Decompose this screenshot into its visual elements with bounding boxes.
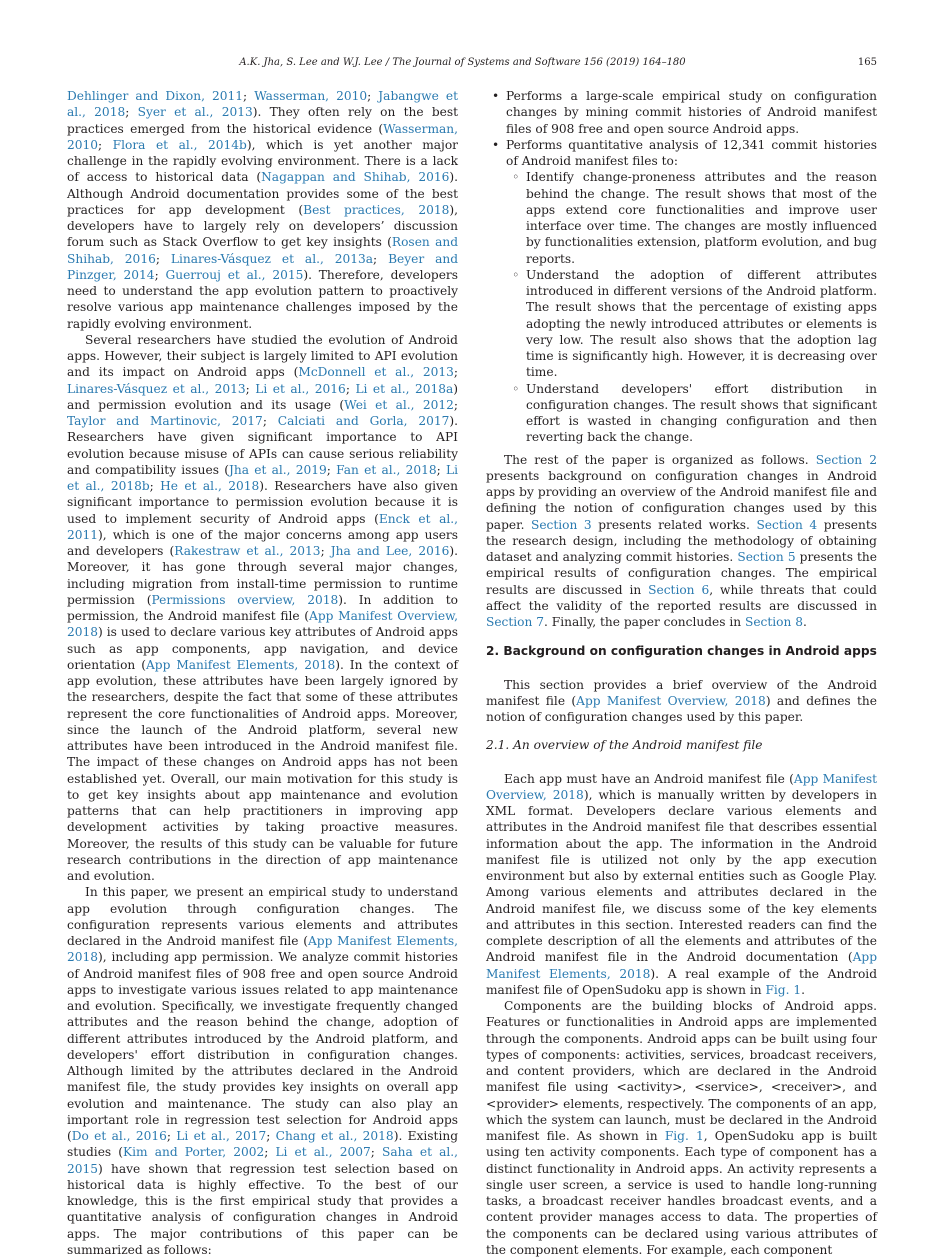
citation-link[interactable]: Guerrouj et al., 2015	[165, 267, 304, 282]
citation-link[interactable]: Syer et al., 2013	[137, 105, 253, 120]
citation-link[interactable]: Rosen and Shihab, 2016	[67, 235, 458, 266]
text-run: presents the research design, including the methodology of obtaining dataset and analyzing commit histories.	[486, 517, 878, 564]
text-run: Components are the building blocks of Android apps. Features or functionalities in Android apps are implemented through the components. Android apps can be built using four types of components: activities, services, broadcast receivers, and content providers, which are declared in the Android manifest file using <activity>, <service>, <receiver>, and <provider> elements, respectively. The components of an app, which the system can launch, must be declared in the Android manifest file. As shown in	[486, 999, 877, 1143]
citation-link[interactable]: Wasserman, 2010	[254, 89, 368, 103]
paragraph	[67, 332, 458, 885]
text-run: ;	[245, 381, 256, 396]
text-run: ), which is yet another major challenge in the rapidly evolving environment. There is a lack of access to historical data (	[67, 137, 458, 185]
citation-link[interactable]: Wasserman, 2010	[67, 121, 458, 152]
list-item: • Performs a large-scale empirical study on configuration changes by mining commit histories of Android manifest files of 908 free and open source Android apps.	[506, 88, 877, 137]
right-column	[486, 88, 877, 1258]
text-run: Each app must have an Android manifest file (	[504, 771, 794, 786]
text-run: ;	[125, 105, 138, 120]
text-run: ), which is one of the major concerns among app users and developers (	[67, 527, 458, 558]
subsection-heading: 2.1. An overview of the Android manifest file	[486, 738, 763, 753]
citation-link[interactable]: Saha et al., 2015	[67, 1145, 458, 1176]
citation-link[interactable]: Dehlinger and Dixon, 2011	[67, 89, 244, 103]
text-run: This section provides a brief overview of the Android manifest file (	[486, 677, 877, 708]
text-run: ;	[149, 479, 161, 493]
text-run: ;	[453, 365, 459, 380]
list-item	[506, 137, 877, 446]
sub-list-item: ◦ Understand the adoption of different attributes introduced in different versions of the Android platform. The result shows that the percentage of existing apps adopting the newly introduced attributes or elements is very low. The result also shows that the adoption lag time is significantly high. However, it is decreasing over time.	[526, 267, 877, 381]
text-run: ). Existing studies (	[67, 1129, 459, 1160]
citation-link[interactable]: Li et al., 2007	[275, 1145, 371, 1160]
citation-link[interactable]: Wei et al., 2012	[344, 397, 454, 412]
citation-link[interactable]: He et al., 2018	[160, 479, 260, 493]
citation-link[interactable]: Enck et al., 2011	[67, 511, 458, 542]
sub-list-item: ◦ Understand developers' effort distribution in configuration changes. The result shows that significant effort is wasted in changing configuration and then reverting back the change.	[526, 381, 877, 446]
paragraph	[486, 452, 877, 631]
citation-link[interactable]: Section 2	[815, 452, 878, 467]
text-run: ). Researchers have also given significant importance to permission evolution because it is used to implement security of Android apps (	[67, 479, 458, 526]
citation-link[interactable]: Section 6	[648, 582, 710, 597]
text-run: ), including app permission. We analyze commit histories of Android manifest files of 908 free and open source Android apps to investigate various issues related to app maintenance and evolution. Specifically, we investigate frequently changed attributes and the reason behind the change, adoption of different attributes introduced by the Android platform, and developers' effort distribution in configuration changes. Although limited by the attributes declared in the Android manifest file, the study provides key insights on overall app evolution and maintenance. The study can also play an important role in regression test selection for Android apps (	[67, 950, 458, 1143]
citation-link[interactable]: Calciati and Gorla, 2017	[277, 414, 450, 428]
text-run: ;	[154, 267, 166, 282]
text-run: .	[803, 615, 807, 629]
running-header	[0, 57, 925, 71]
text-run: ;	[166, 1129, 177, 1143]
citation-link[interactable]: Linares-Vásquez et al., 2013	[67, 381, 246, 396]
text-run: ). Researchers have given significant importance to API evolution because misuse of APIs can cause serious reliability and compatibility issues (	[67, 414, 458, 477]
citation-link[interactable]: Jha and Lee, 2016	[330, 544, 450, 558]
text-run: ). Moreover, it has gone through several major changes, including migration from install-time permission to runtime permission (	[67, 544, 458, 607]
text-run: , OpenSudoku app is built using ten activity components. Each type of component has a distinct functionality in Android apps. An activity represents a single user screen, a service is used to handle long-running tasks, a broadcast receiver handles broadcast events, and a content provider manages access to data. The properties of the components can be declared using various attributes of the component elements. For example, each component	[486, 1129, 877, 1257]
citation-link[interactable]: Rakestraw et al., 2013	[174, 544, 321, 558]
citation-link[interactable]: Permissions overview, 2018	[151, 592, 339, 607]
text-run: ;	[155, 251, 171, 266]
citation-link[interactable]: App Manifest Overview, 2018	[576, 693, 766, 708]
text-run: ;	[266, 1129, 276, 1143]
text-run: ) have shown that regression test selection based on historical data is highly effective. To the best of our knowledge, this is the first empirical study that provides a quantitative analysis of configuration changes in Android apps. The major contributions of this paper can be summarized as follows:	[67, 1161, 458, 1257]
citation-link[interactable]: App Manifest Overview, 2018	[486, 771, 877, 802]
text-run: In this paper, we present an empirical study to understand app evolution through configuration changes. The configuration represents various elements and attributes declared in the Android manifest file (	[67, 885, 458, 948]
sub-list	[506, 169, 877, 445]
text-run: ). In addition to permission, the Android manifest file (	[67, 592, 458, 623]
journal-citation: A.K. Jha, S. Lee and W.J. Lee / The Journal of Systems and Software 156 (2019) 164–180	[239, 57, 686, 68]
text-run: presents related works.	[591, 517, 757, 532]
citation-link[interactable]: App Manifest Elements, 2018	[145, 657, 336, 672]
paragraph	[67, 884, 458, 1258]
page-number: 165	[857, 57, 877, 68]
text-run: ;	[370, 1145, 383, 1160]
citation-link[interactable]: Fan et al., 2018	[336, 462, 437, 477]
citation-link[interactable]: Jabangwe et al., 2018	[67, 89, 458, 120]
citation-link[interactable]: Chang et al., 2018	[275, 1129, 394, 1143]
citation-link[interactable]: Kim and Porter, 2002	[123, 1145, 265, 1160]
text-run: ). They often rely on the best practices emerged from the historical evidence (	[67, 105, 458, 136]
citation-link[interactable]: Flora et al., 2014b	[112, 137, 247, 152]
citation-link[interactable]: App Manifest Elements, 2018	[67, 934, 458, 965]
paragraph	[486, 998, 877, 1258]
text-run: ;	[453, 397, 458, 412]
text-run: presents background on configuration changes in Android apps by providing an overview of the Android manifest file and defining the notion of configuration changes used by this paper.	[486, 468, 877, 532]
text-run: ). A real example of the Android manifest file of OpenSudoku app is shown in	[486, 966, 877, 997]
paragraph	[486, 677, 877, 726]
text-run: ;	[367, 89, 379, 103]
paragraph	[486, 771, 877, 999]
contributions-list	[486, 88, 877, 446]
citation-link[interactable]: Li et al., 2018b	[67, 462, 459, 493]
text-run: ). Therefore, developers need to understand the app evolution pattern to proactively resolve various app maintenance challenges imposed by the rapidly evolving environment.	[67, 267, 459, 331]
sub-list-item: ◦ Identify change-proneness attributes and the reason behind the change. The result shows that most of the apps extend core functionalities and improve user interface over time. The changes are mostly influenced by functionalities extension, platform evolution, and bug reports.	[526, 169, 877, 267]
citation-link[interactable]: Beyer and Pinzger, 2014	[67, 251, 459, 282]
citation-link[interactable]: McDonnell et al., 2013	[298, 365, 454, 380]
citation-link[interactable]: Li et al., 2017	[176, 1129, 267, 1143]
citation-link[interactable]: Do et al., 2016	[71, 1129, 167, 1143]
text-run: ;	[98, 137, 113, 152]
left-column	[67, 88, 458, 1258]
citation-link[interactable]: Section 5	[737, 550, 796, 564]
text-run: ;	[326, 462, 337, 477]
citation-link[interactable]: Li et al., 2016	[255, 381, 346, 396]
citation-link[interactable]: Section 3	[531, 517, 592, 532]
text-run: ), developers have to largely rely on developers’ discussion forum such as Stack Overflow to get key insights (	[67, 202, 458, 250]
text-run: ) is used to declare various key attributes of Android apps such as app components, app navigation, and device orientation (	[67, 625, 458, 672]
text-run: ;	[243, 89, 255, 103]
text-run: ), which is manually written by developers in XML format. Developers declare various elements and attributes in the Android manifest file that describes essential information about the app. The information in the Android manifest file is utilized not only by the app execution environment but also by external entities such as Google Play. Among various elements and attributes declared in the Android manifest file, we discuss some of the key elements and attributes in this section. Interested readers can find the complete description of all the elements and attributes of the Android manifest file in the Android documentation (	[486, 787, 877, 965]
text-run: ;	[320, 544, 331, 558]
citation-link[interactable]: Taylor and Martinovic, 2017	[67, 414, 263, 428]
text-run: ) and defines the notion of configuration changes used by this paper.	[486, 693, 877, 724]
text-run: , while threats that could affect the validity of the reported results are discussed in	[486, 582, 877, 613]
paragraph	[67, 88, 458, 332]
citation-link[interactable]: Section 7	[486, 615, 544, 629]
citation-link[interactable]: Fig. 1	[664, 1129, 704, 1143]
list-item-text: Performs quantitative analysis of 12,341 commit histories of Android manifest files to:	[506, 137, 877, 168]
citation-link[interactable]: Fig. 1	[765, 982, 802, 997]
text-run: ). In the context of app evolution, these attributes have been largely ignored by the researchers, despite the fact that some of these attributes represent the core functionalities of Android apps. Moreover, since the launch of the Android platform, several new attributes have been introduced in the Android manifest file. The impact of these changes on Android apps has not been established yet. Overall, our main motivation for this study is to get key insights about app maintenance and evolution patterns that can help practitioners in improving app development activities by taking proactive measures. Moreover, the results of this study can be valuable for future research contributions in the direction of app maintenance and evolution.	[67, 657, 458, 883]
citation-link[interactable]: Best practices, 2018	[303, 202, 450, 217]
text-run: ;	[436, 462, 447, 477]
text-run: ;	[264, 1145, 276, 1160]
text-run: ;	[373, 251, 389, 266]
text-run: presents the empirical results of configuration changes. The empirical results are discussed in	[486, 550, 877, 597]
section-heading: 2. Background on configuration changes in Android apps	[486, 644, 877, 659]
citation-link[interactable]: Li et al., 2018a	[355, 381, 454, 396]
citation-link[interactable]: Jha et al., 2019	[229, 462, 327, 477]
citation-link[interactable]: App Manifest Overview, 2018	[67, 609, 458, 640]
text-run: ;	[262, 414, 278, 428]
citation-link[interactable]: Section 8	[745, 615, 803, 629]
citation-link[interactable]: Section 4	[756, 517, 818, 532]
text-run: ) and permission evolution and its usage (	[67, 381, 459, 412]
text-run: ;	[345, 381, 356, 396]
citation-link[interactable]: Nagappan and Shihab, 2016	[261, 170, 450, 185]
text-run: The rest of the paper is organized as follows.	[504, 452, 816, 467]
text-run: Several researchers have studied the evolution of Android apps. However, their subject is largely limited to API evolution and its impact on Android apps (	[67, 332, 458, 380]
text-run: .	[801, 982, 805, 997]
text-run: ). Although Android documentation provides some of the best practices for app development (	[67, 170, 458, 217]
citation-link[interactable]: App Manifest Elements, 2018	[486, 950, 877, 981]
citation-link[interactable]: Linares-Vásquez et al., 2013a	[170, 251, 374, 266]
text-run: . Finally, the paper concludes in	[544, 615, 745, 629]
